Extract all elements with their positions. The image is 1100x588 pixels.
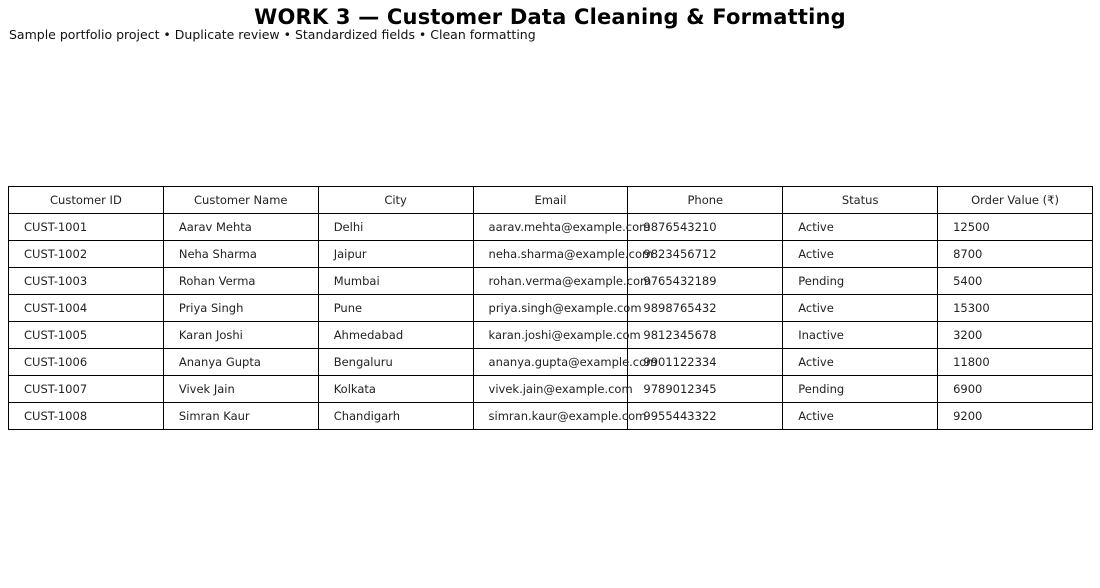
cell-email: neha.sharma@example.com (473, 241, 628, 268)
cell-city: Chandigarh (318, 403, 473, 430)
cell-customer-name: Priya Singh (163, 295, 318, 322)
cell-customer-name: Neha Sharma (163, 241, 318, 268)
column-header-city: City (318, 187, 473, 214)
cell-order-value: 3200 (938, 322, 1093, 349)
cell-email: vivek.jain@example.com (473, 376, 628, 403)
cell-order-value: 6900 (938, 376, 1093, 403)
cell-email: rohan.verma@example.com (473, 268, 628, 295)
column-header-status: Status (783, 187, 938, 214)
cell-status: Active (783, 295, 938, 322)
cell-city: Bengaluru (318, 349, 473, 376)
cell-city: Delhi (318, 214, 473, 241)
table-row (9, 376, 1093, 403)
cell-email: aarav.mehta@example.com (473, 214, 628, 241)
cell-phone: 9823456712 (628, 241, 783, 268)
table-row (9, 322, 1093, 349)
customer-table (8, 186, 1093, 430)
cell-customer-id: CUST-1007 (9, 376, 164, 403)
table-body (9, 214, 1093, 430)
cell-customer-id: CUST-1008 (9, 403, 164, 430)
cell-order-value: 12500 (938, 214, 1093, 241)
page-subtitle: Sample portfolio project • Duplicate review • Standardized fields • Clean formatting (9, 27, 536, 42)
cell-city: Mumbai (318, 268, 473, 295)
cell-status: Active (783, 241, 938, 268)
table-header-row (9, 187, 1093, 214)
table-row (9, 268, 1093, 295)
cell-city: Ahmedabad (318, 322, 473, 349)
cell-phone: 9812345678 (628, 322, 783, 349)
cell-status: Active (783, 214, 938, 241)
cell-status: Active (783, 349, 938, 376)
cell-email: ananya.gupta@example.com (473, 349, 628, 376)
cell-status: Pending (783, 376, 938, 403)
cell-phone: 9876543210 (628, 214, 783, 241)
cell-customer-id: CUST-1001 (9, 214, 164, 241)
cell-city: Pune (318, 295, 473, 322)
cell-customer-name: Ananya Gupta (163, 349, 318, 376)
table-row (9, 241, 1093, 268)
cell-order-value: 5400 (938, 268, 1093, 295)
cell-customer-name: Rohan Verma (163, 268, 318, 295)
cell-order-value: 11800 (938, 349, 1093, 376)
cell-city: Jaipur (318, 241, 473, 268)
cell-customer-name: Karan Joshi (163, 322, 318, 349)
cell-customer-id: CUST-1002 (9, 241, 164, 268)
page-title: WORK 3 — Customer Data Cleaning & Formatting (254, 5, 846, 29)
cell-customer-name: Aarav Mehta (163, 214, 318, 241)
cell-status: Inactive (783, 322, 938, 349)
table-row (9, 403, 1093, 430)
cell-order-value: 8700 (938, 241, 1093, 268)
column-header-customer-id: Customer ID (9, 187, 164, 214)
cell-phone: 9765432189 (628, 268, 783, 295)
cell-order-value: 9200 (938, 403, 1093, 430)
cell-status: Pending (783, 268, 938, 295)
cell-phone: 9955443322 (628, 403, 783, 430)
cell-phone: 9901122334 (628, 349, 783, 376)
table-header (9, 187, 1093, 214)
cell-email: simran.kaur@example.com (473, 403, 628, 430)
cell-email: karan.joshi@example.com (473, 322, 628, 349)
table-row (9, 295, 1093, 322)
cell-customer-id: CUST-1006 (9, 349, 164, 376)
column-header-email: Email (473, 187, 628, 214)
column-header-order-value: Order Value (₹) (938, 187, 1093, 214)
column-header-customer-name: Customer Name (163, 187, 318, 214)
cell-email: priya.singh@example.com (473, 295, 628, 322)
table-row (9, 214, 1093, 241)
cell-order-value: 15300 (938, 295, 1093, 322)
column-header-phone: Phone (628, 187, 783, 214)
cell-status: Active (783, 403, 938, 430)
cell-phone: 9789012345 (628, 376, 783, 403)
cell-customer-name: Simran Kaur (163, 403, 318, 430)
cell-customer-id: CUST-1003 (9, 268, 164, 295)
cell-customer-id: CUST-1005 (9, 322, 164, 349)
cell-customer-id: CUST-1004 (9, 295, 164, 322)
cell-customer-name: Vivek Jain (163, 376, 318, 403)
cell-phone: 9898765432 (628, 295, 783, 322)
table-row (9, 349, 1093, 376)
cell-city: Kolkata (318, 376, 473, 403)
